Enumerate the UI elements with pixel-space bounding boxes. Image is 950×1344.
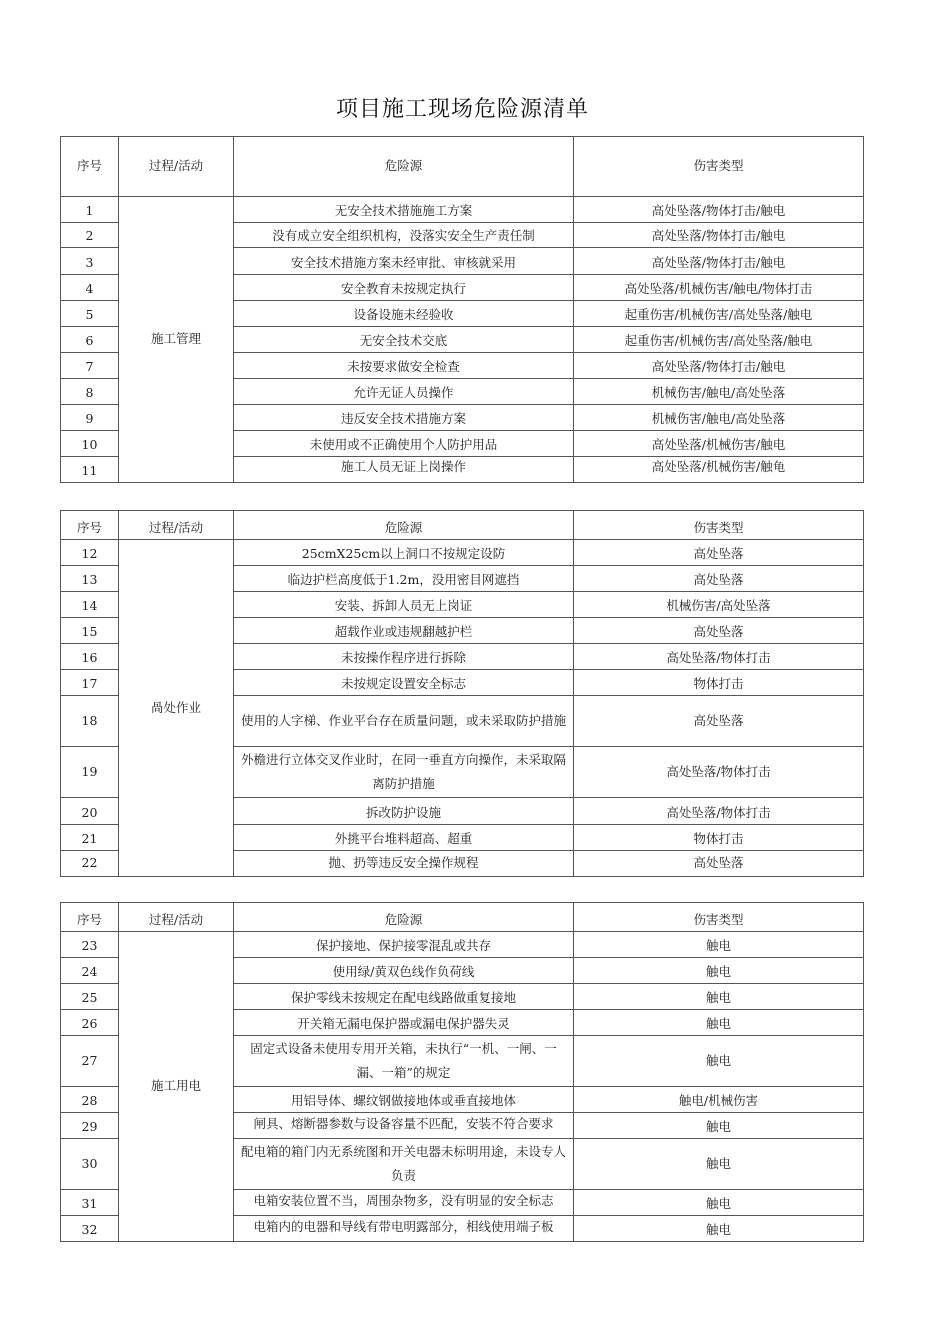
table-row bbox=[61, 540, 864, 566]
table-row bbox=[61, 932, 864, 958]
row-seq: 29 bbox=[61, 1113, 119, 1139]
row-seq: 28 bbox=[61, 1087, 119, 1113]
row-seq: 1 bbox=[61, 197, 119, 223]
row-seq: 16 bbox=[61, 644, 119, 670]
row-seq: 13 bbox=[61, 566, 119, 592]
header-hazard: 危险源 bbox=[234, 511, 574, 540]
row-harm: 触电 bbox=[574, 1139, 864, 1190]
row-seq: 32 bbox=[61, 1216, 119, 1242]
row-hazard: 用铝导体、螺纹钢做接地体或垂直接地体 bbox=[234, 1087, 574, 1113]
row-hazard: 没有成立安全组织机构，没落实安全生产责任制 bbox=[234, 223, 574, 248]
row-seq: 30 bbox=[61, 1139, 119, 1190]
row-seq: 21 bbox=[61, 825, 119, 851]
row-harm: 高处坠落/机械伤害/触电 bbox=[574, 431, 864, 457]
row-hazard: 无安全技术交底 bbox=[234, 327, 574, 353]
row-hazard: 使用绿/黄双色线作负荷线 bbox=[234, 958, 574, 984]
row-seq: 9 bbox=[61, 405, 119, 431]
row-seq: 6 bbox=[61, 327, 119, 353]
row-harm: 高处坠落/物体打击/触电 bbox=[574, 248, 864, 275]
row-harm: 高处坠落/物体打击 bbox=[574, 798, 864, 825]
row-harm: 机械伤害/触电/高处坠落 bbox=[574, 405, 864, 431]
hazard-table-work-at-height bbox=[60, 510, 864, 877]
row-harm: 触电 bbox=[574, 932, 864, 958]
row-harm: 高处坠落 bbox=[574, 618, 864, 644]
row-hazard: 抛、扔等违反安全操作规程 bbox=[234, 851, 574, 877]
header-seq: 序号 bbox=[61, 903, 119, 932]
header-process: 过程/活动 bbox=[119, 137, 234, 197]
row-harm: 触电 bbox=[574, 1010, 864, 1036]
table-header-row bbox=[61, 511, 864, 540]
row-seq: 19 bbox=[61, 747, 119, 798]
row-harm: 高处坠落 bbox=[574, 851, 864, 877]
row-seq: 31 bbox=[61, 1190, 119, 1216]
process-cell: 施工用电 bbox=[119, 932, 234, 1242]
row-harm: 高处坠落/物体打击/触电 bbox=[574, 223, 864, 248]
row-hazard: 保护接地、保护接零混乱或共存 bbox=[234, 932, 574, 958]
hazard-table-construction-management bbox=[60, 136, 864, 483]
row-harm: 触电 bbox=[574, 1190, 864, 1216]
row-hazard: 使用的人字梯、作业平台存在质量问题，或未采取防护措施 bbox=[234, 696, 574, 747]
row-harm: 高处坠落/机械伤害/触电/物体打击 bbox=[574, 275, 864, 301]
row-seq: 24 bbox=[61, 958, 119, 984]
row-seq: 12 bbox=[61, 540, 119, 566]
row-hazard: 闸具、熔断器参数与设备容量不匹配，安装不符合要求 bbox=[234, 1113, 574, 1139]
table-row bbox=[61, 197, 864, 223]
row-seq: 27 bbox=[61, 1036, 119, 1087]
row-seq: 20 bbox=[61, 798, 119, 825]
row-hazard: 开关箱无漏电保护器或漏电保护器失灵 bbox=[234, 1010, 574, 1036]
row-hazard: 未按要求做安全检查 bbox=[234, 353, 574, 379]
header-seq: 序号 bbox=[61, 511, 119, 540]
row-seq: 8 bbox=[61, 379, 119, 405]
row-hazard: 施工人员无证上岗操作 bbox=[234, 457, 574, 483]
row-harm: 物体打击 bbox=[574, 825, 864, 851]
row-hazard: 允许无证人员操作 bbox=[234, 379, 574, 405]
header-hazard: 危险源 bbox=[234, 903, 574, 932]
row-hazard: 未使用或不正确使用个人防护用品 bbox=[234, 431, 574, 457]
header-process: 过程/活动 bbox=[119, 903, 234, 932]
row-seq: 7 bbox=[61, 353, 119, 379]
row-seq: 15 bbox=[61, 618, 119, 644]
hazard-table-construction-electricity bbox=[60, 902, 864, 1242]
row-harm: 高处坠落/物体打击/触电 bbox=[574, 197, 864, 223]
row-hazard: 临边护栏高度低于1.2m，没用密目网遮挡 bbox=[234, 566, 574, 592]
header-hazard: 危险源 bbox=[234, 137, 574, 197]
row-hazard: 25cmX25cm以上洞口不按规定设防 bbox=[234, 540, 574, 566]
process-cell: 施工管理 bbox=[119, 197, 234, 483]
row-harm: 高处坠落/物体打击/触电 bbox=[574, 353, 864, 379]
row-seq: 25 bbox=[61, 984, 119, 1010]
row-hazard: 电箱安装位置不当，周围杂物多，没有明显的安全标志 bbox=[234, 1190, 574, 1216]
row-hazard: 无安全技术措施施工方案 bbox=[234, 197, 574, 223]
row-harm: 触电 bbox=[574, 958, 864, 984]
row-harm: 物体打击 bbox=[574, 670, 864, 696]
row-harm: 触电 bbox=[574, 1036, 864, 1087]
row-seq: 3 bbox=[61, 248, 119, 275]
row-hazard: 安装、拆卸人员无上岗证 bbox=[234, 592, 574, 618]
row-hazard: 外檐进行立体交叉作业时，在同一垂直方向操作，未采取隔离防护措施 bbox=[234, 747, 574, 798]
row-harm: 高处坠落 bbox=[574, 566, 864, 592]
row-seq: 5 bbox=[61, 301, 119, 327]
row-hazard: 未按规定设置安全标志 bbox=[234, 670, 574, 696]
header-process: 过程/活动 bbox=[119, 511, 234, 540]
row-hazard: 安全技术措施方案未经审批、审核就采用 bbox=[234, 248, 574, 275]
row-harm: 触电/机械伤害 bbox=[574, 1087, 864, 1113]
row-harm: 高处坠落/机械伤害/触龟 bbox=[574, 457, 864, 483]
row-seq: 23 bbox=[61, 932, 119, 958]
row-harm: 触电 bbox=[574, 984, 864, 1010]
process-cell: 咼处作业 bbox=[119, 540, 234, 877]
row-hazard: 外挑平台堆料超高、超重 bbox=[234, 825, 574, 851]
row-harm: 起重伤害/机械伤害/高处坠落/触电 bbox=[574, 301, 864, 327]
row-seq: 22 bbox=[61, 851, 119, 877]
header-harm: 伤害类型 bbox=[574, 511, 864, 540]
row-harm: 高处坠落/物体打击 bbox=[574, 644, 864, 670]
row-hazard: 违反安全技术措施方案 bbox=[234, 405, 574, 431]
row-seq: 17 bbox=[61, 670, 119, 696]
row-harm: 起重伤害/机械伤害/高处坠落/触电 bbox=[574, 327, 864, 353]
header-seq: 序号 bbox=[61, 137, 119, 197]
table-header-row bbox=[61, 137, 864, 197]
row-hazard: 安全教育未按规定执行 bbox=[234, 275, 574, 301]
row-seq: 11 bbox=[61, 457, 119, 483]
page-title: 项目施工现场危险源清单 bbox=[335, 97, 589, 122]
row-harm: 高处坠落 bbox=[574, 696, 864, 747]
row-hazard: 固定式设备未使用专用开关箱，未执行“一机、一闸、一漏、一箱”的规定 bbox=[234, 1036, 574, 1087]
row-seq: 2 bbox=[61, 223, 119, 248]
header-harm: 伤害类型 bbox=[574, 137, 864, 197]
row-hazard: 保护零线未按规定在配电线路做重复接地 bbox=[234, 984, 574, 1010]
header-harm: 伤害类型 bbox=[574, 903, 864, 932]
row-hazard: 未按操作程序进行拆除 bbox=[234, 644, 574, 670]
row-seq: 10 bbox=[61, 431, 119, 457]
row-harm: 机械伤害/高处坠落 bbox=[574, 592, 864, 618]
row-harm: 触电 bbox=[574, 1216, 864, 1242]
row-hazard: 设备设施未经验收 bbox=[234, 301, 574, 327]
row-harm: 高处坠落/物体打击 bbox=[574, 747, 864, 798]
row-seq: 18 bbox=[61, 696, 119, 747]
row-hazard: 超载作业或违规翻越护栏 bbox=[234, 618, 574, 644]
row-seq: 26 bbox=[61, 1010, 119, 1036]
row-seq: 4 bbox=[61, 275, 119, 301]
row-seq: 14 bbox=[61, 592, 119, 618]
row-harm: 机械伤害/触电/高处坠落 bbox=[574, 379, 864, 405]
row-hazard: 电箱内的电器和导线有带电明露部分，相线使用端子板 bbox=[234, 1216, 574, 1242]
row-harm: 触电 bbox=[574, 1113, 864, 1139]
row-hazard: 配电箱的箱门内无系统图和开关电器未标明用途，未设专人负责 bbox=[234, 1139, 574, 1190]
table-header-row bbox=[61, 903, 864, 932]
row-hazard: 拆改防护设施 bbox=[234, 798, 574, 825]
row-harm: 高处坠落 bbox=[574, 540, 864, 566]
